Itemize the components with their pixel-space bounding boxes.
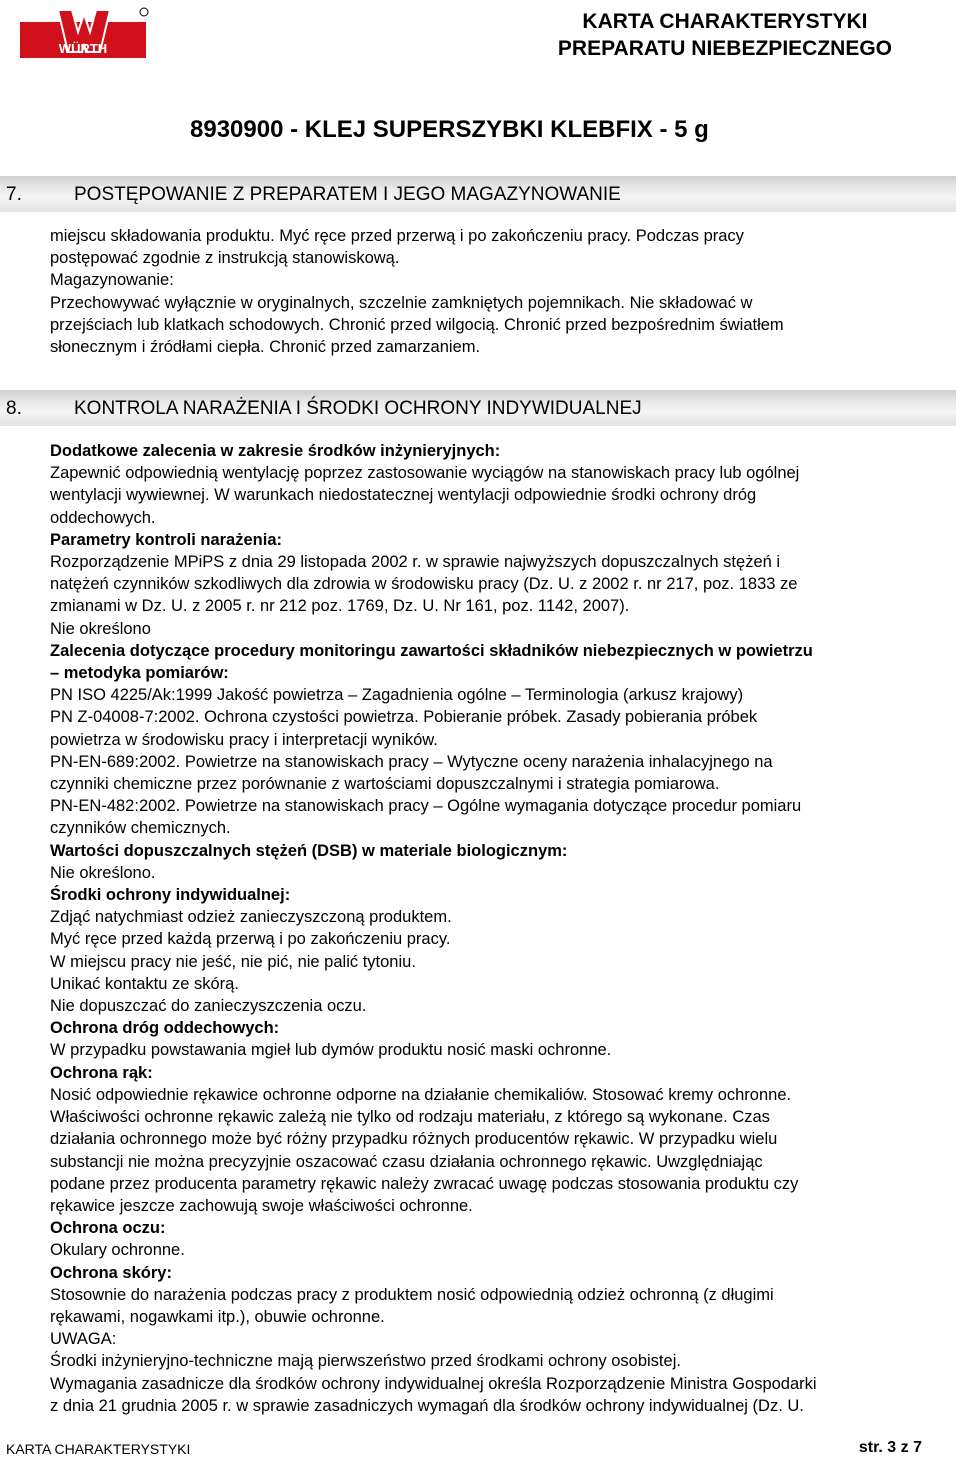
text-line: W przypadku powstawania mgieł lub dymów produktu nosić maski ochronne. [50, 1041, 612, 1060]
text-line: Przechowywać wyłącznie w oryginalnych, szczelnie zamkniętych pojemnikach. Nie składować w [50, 293, 753, 312]
page-number: str. 3 z 7 [858, 1439, 922, 1456]
text-line: rękawice jeszcze zachowują swoje właściwości ochronne. [50, 1196, 473, 1215]
subheading: Ochrona rąk: [50, 1063, 153, 1082]
text-line: Nie określono. [50, 863, 156, 882]
text-line: zmianami w Dz. U. z 2005 r. nr 212 poz. 1769, Dz. U. Nr 161, poz. 1142, 2007). [50, 597, 630, 616]
text-line: Okulary ochronne. [50, 1241, 185, 1260]
section-7-header [0, 176, 956, 212]
text-line: Nie dopuszczać do zanieczyszczenia oczu. [50, 997, 367, 1016]
subheading: Zalecenia dotyczące procedury monitoringu zawartości składników niebezpiecznych w powietrzu [50, 641, 813, 660]
text-line: Środki inżynieryjno-techniczne mają pierwszeństwo przed środkami ochrony osobistej. [50, 1352, 681, 1371]
text-line: Stosownie do narażenia podczas pracy z produktem nosić odpowiednią odzież ochronną (z długimi [50, 1285, 774, 1304]
text-line: oddechowych. [50, 508, 156, 527]
section-8-title: KONTROLA NARAŻENIA I ŚRODKI OCHRONY INDYWIDUALNEJ [74, 398, 642, 419]
text-line: miejscu składowania produktu. Myć ręce przed przerwą i po zakończeniu pracy. Podczas pracy [50, 227, 744, 245]
document-title-line2: PREPARATU NIEBEZPIECZNEGO [557, 37, 892, 60]
text-line: substancji nie można precyzyjnie oszacować czasu działania ochronnego rękawic. Uwzględniając [50, 1152, 763, 1171]
subheading: Ochrona dróg oddechowych: [50, 1019, 280, 1038]
subheading: – metodyka pomiarów: [50, 664, 229, 683]
section-7-body [50, 225, 950, 358]
text-line: Unikać kontaktu ze skórą. [50, 974, 239, 993]
document-title [558, 8, 892, 62]
text-line: powietrza w środowisku pracy i interpretacji wyników. [50, 730, 438, 749]
text-line: Rozporządzenie MPiPS z dnia 29 listopada 2002 r. w sprawie najwyższych dopuszczalnych stężeń i [50, 553, 781, 572]
text-line: Właściwości ochronne rękawic zależą nie tylko od rodzaju materiału, z którego są wykonane. Czas [50, 1108, 770, 1127]
text-line: rękawami, nogawkami itp.), obuwie ochronne. [50, 1307, 385, 1326]
section-7-title: POSTĘPOWANIE Z PREPARATEM I JEGO MAGAZYNOWANIE [74, 184, 621, 205]
svg-text:WÜRTH: WÜRTH [58, 41, 108, 56]
text-line: PN-EN-689:2002. Powietrze na stanowiskach pracy – Wytyczne oceny narażenia inhalacyjnego na [50, 752, 773, 771]
text-line: PN ISO 4225/Ak:1999 Jakość powietrza – Zagadnienia ogólne – Terminologia (arkusz krajowy) [50, 686, 744, 705]
text-line: PN-EN-482:2002. Powietrze na stanowiskach pracy – Ogólne wymagania dotyczące procedur pomiaru [50, 797, 802, 816]
text-line: słonecznym i źródłami ciepła. Chronić przed zamarzaniem. [50, 338, 481, 357]
subheading: Magazynowanie: [50, 271, 174, 290]
text-line: Wymagania zasadnicze dla środków ochrony indywidualnej określa Rozporządzenie Ministra Gospodarki [50, 1374, 817, 1393]
section-7-number: 7. [6, 184, 22, 205]
text-line: Nie określono [50, 619, 151, 638]
text-line: Zdjąć natychmiast odzież zanieczyszczoną produktem. [50, 908, 452, 927]
text-line: PN Z-04008-7:2002. Ochrona czystości powietrza. Pobieranie próbek. Zasady pobierania próbek [50, 708, 758, 727]
text-line: postępować zgodnie z instrukcją stanowiskową. [50, 249, 400, 268]
text-line: Zapewnić odpowiednią wentylację poprzez zastosowanie wyciągów na stanowiskach pracy lub ogólnej [50, 464, 800, 483]
text-line: z dnia 21 grudnia 2005 r. w sprawie zasadniczych wymagań dla środków ochrony indywidualnej (Dz. U. [50, 1396, 804, 1415]
subheading: Ochrona oczu: [50, 1219, 166, 1238]
text-line: przejściach lub klatkach schodowych. Chronić przed wilgocią. Chronić przed bezpośrednim światłem [50, 315, 784, 334]
subheading: Parametry kontroli narażenia: [50, 530, 282, 549]
subheading: Ochrona skóry: [50, 1263, 172, 1282]
text-line: UWAGA: [50, 1330, 117, 1349]
text-line: W miejscu pracy nie jeść, nie pić, nie palić tytoniu. [50, 952, 416, 971]
subheading: Środki ochrony indywidualnej: [50, 886, 291, 905]
subheading: Dodatkowe zalecenia w zakresie środków inżynieryjnych: [50, 442, 501, 460]
product-name: 8930900 - KLEJ SUPERSZYBKI KLEBFIX - 5 g [190, 116, 709, 143]
text-line: działania ochronnego może być różny przypadku różnych producentów rękawic. W przypadku wielu [50, 1130, 778, 1149]
document-title-line1: KARTA CHARAKTERYSTYKI [582, 10, 868, 33]
wurth-logo [20, 6, 150, 70]
text-line: Nosić odpowiednie rękawice ochronne odporne na działanie chemikaliów. Stosować kremy ochronne. [50, 1085, 792, 1104]
section-8-number: 8. [6, 398, 22, 419]
section-8-header [0, 390, 956, 426]
footer-doc-label: KARTA CHARAKTERYSTYKI [6, 1441, 191, 1457]
text-line: czynniki chemiczne przez porównanie z wartościami dopuszczalnymi i strategia pomiarowa. [50, 775, 720, 794]
text-line: Myć ręce przed każdą przerwą i po zakończeniu pracy. [50, 930, 451, 949]
text-line: podane przez producenta parametry rękawic należy zwracać uwagę podczas stosowania produktu czy [50, 1174, 799, 1193]
text-line: natężeń czynników szkodliwych dla zdrowia w środowisku pracy (Dz. U. z 2002 r. nr 217, poz. 1833 ze [50, 575, 798, 594]
section-8-body [50, 440, 950, 1417]
subheading: Wartości dopuszczalnych stężeń (DSB) w materiale biologicznym: [50, 841, 568, 860]
text-line: wentylacji wywiewnej. W warunkach niedostatecznej wentylacji odpowiednie środki ochrony dróg [50, 486, 757, 505]
text-line: czynników chemicznych. [50, 819, 231, 838]
